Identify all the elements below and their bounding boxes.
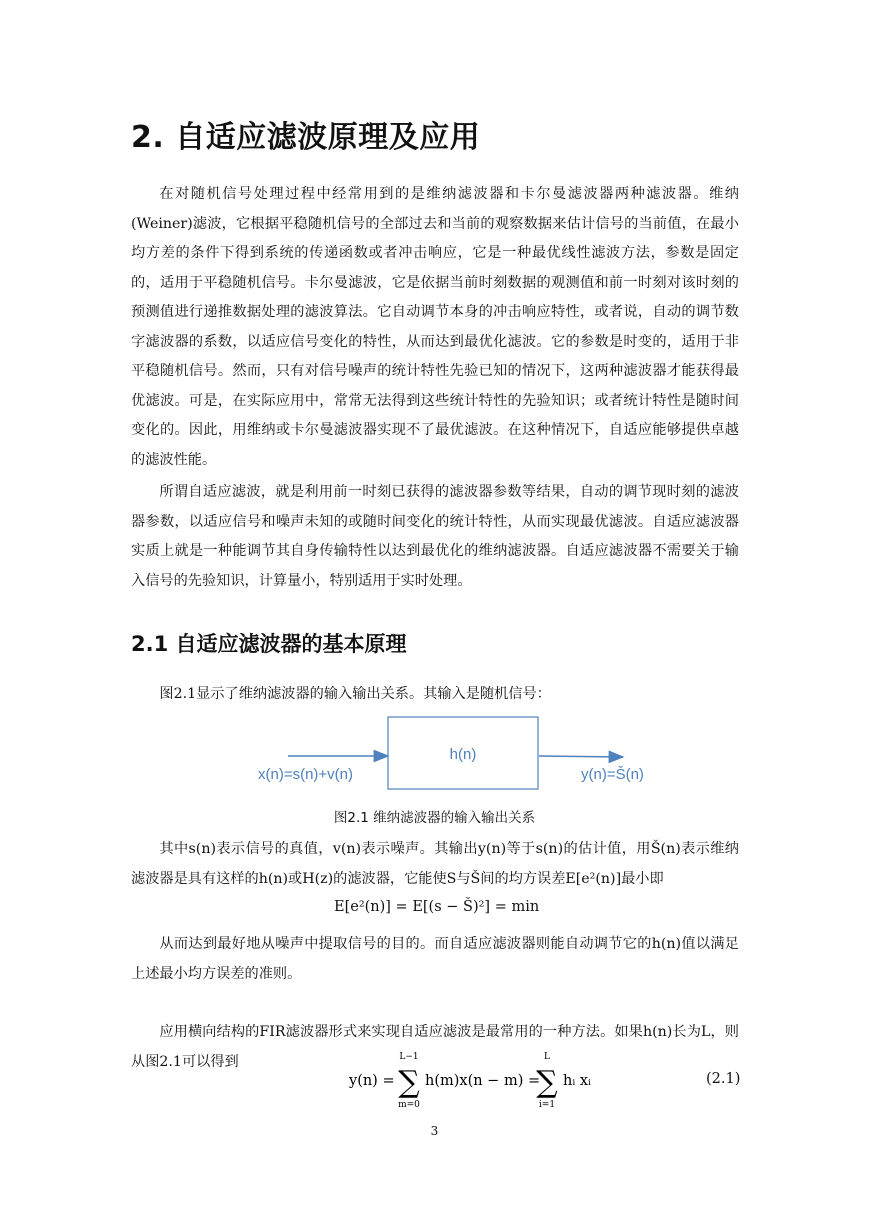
body-paragraph: 从而达到最好地从噪声中提取信号的目的。而自适应滤波器则能自动调节它的h(n)值以满足上述最小均方误差的准则。 — [131, 936, 739, 982]
filter-block-diagram — [255, 716, 655, 796]
body-paragraph: 应用横向结构的FIR滤波器形式来实现自适应滤波是最常用的一种方法。如果h(n)长为L，则从图2.1可以得到 — [131, 1024, 739, 1070]
body-paragraph: 所谓自适应滤波，就是利用前一时刻已获得的滤波器参数等结果，自动的调节现时刻的滤波器参数，以适应信号和噪声未知的或随时间变化的统计特性，从而实现最优滤波。自适应滤波器实质上就是一种能调节其自身传输特性以达到最优化的维纳滤波器。自适应滤波器不需要关于输入信号的先验知识，计算量小，特别适用于实时处理。 — [131, 484, 739, 589]
eq-lhs: y(n) = — [349, 1073, 395, 1089]
eq-term-2: hᵢ xᵢ — [563, 1073, 591, 1089]
page-number: 3 — [430, 1124, 439, 1138]
output-label: y(n)=Š(n) — [581, 766, 644, 783]
input-label: x(n)=s(n)+v(n) — [258, 766, 354, 783]
body-paragraph: 其中s(n)表示信号的真值，v(n)表示噪声。其输出y(n)等于s(n)的估计值，用Š(n)表示维纳滤波器是具有这样的h(n)或H(z)的滤波器，它能使S与Š间的均方误差E[e²(n)]最小即 — [131, 841, 739, 887]
sum2-upper-limit: L — [544, 1052, 550, 1062]
sum1-upper-limit: L−1 — [399, 1052, 419, 1062]
equation-number: (2.1) — [706, 1071, 741, 1087]
equation-fir-output — [345, 1050, 605, 1110]
sum1-lower-limit: m=0 — [398, 1100, 420, 1110]
filter-box-label: h(n) — [449, 746, 477, 763]
eq-term-1: h(m)x(n − m) = — [425, 1073, 541, 1089]
output-arrow — [539, 756, 623, 757]
sum2-lower-limit: i=1 — [538, 1100, 556, 1110]
summation-symbol: ∑ — [398, 1065, 420, 1100]
equation-mse: E[e²(n)] = E[(s − Š)²] = min — [334, 899, 540, 915]
figure-caption: 图2.1 维纳滤波器的输入输出关系 — [333, 810, 536, 826]
body-paragraph: 图2.1显示了维纳滤波器的输入输出关系。其输入是随机信号： — [159, 686, 551, 702]
body-paragraph: 在对随机信号处理过程中经常用到的是维纳滤波器和卡尔曼滤波器两种滤波器。维纳(Weiner)滤波，它根据平稳随机信号的全部过去和当前的观察数据来估计信号的当前值，在最小均方差的条件下得到系统的传递函数或者冲击响应，它是一种最优线性滤波方法，参数是固定的，适用于平稳随机信号。卡尔曼滤波，它是依据当前时刻数据的观测值和前一时刻对该时刻的预测值进行递推数据处理的滤波算法。它自动调节本身的冲击响应特性，或者说，自动的调节数字滤波器的系数，以适应信号变化的特性，从而达到最优化滤波。它的参数是时变的，适用于非平稳随机信号。然而，只有对信号噪声的统计特性先验已知的情况下，这两种滤波器才能获得最优滤波。可是，在实际应用中，常常无法得到这些统计特性的先验知识；或者统计特性是随时间变化的。因此，用维纳或卡尔曼滤波器实现不了最优滤波。在这种情况下，自适应能够提供卓越的滤波性能。 — [131, 186, 739, 468]
subsection-title: 2.1 自适应滤波器的基本原理 — [131, 632, 407, 656]
summation-symbol: ∑ — [536, 1065, 558, 1100]
section-title: 2. 自适应滤波原理及应用 — [131, 120, 481, 155]
